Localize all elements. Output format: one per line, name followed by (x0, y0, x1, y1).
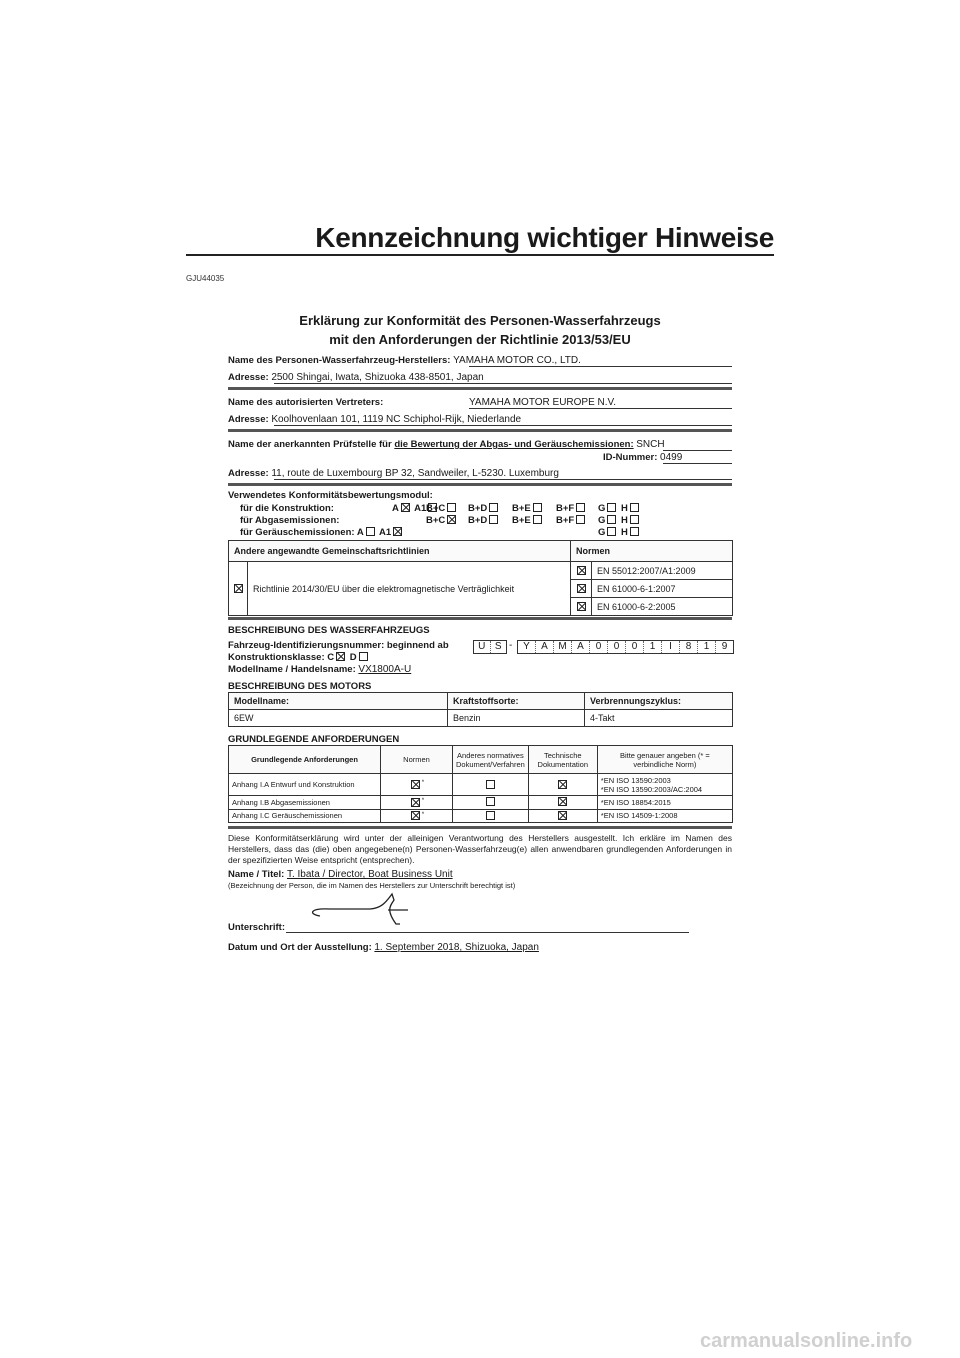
directives-table (228, 540, 733, 616)
norm-item: EN 55012:2007/A1:2009 (592, 562, 733, 580)
hin-char: 1 (697, 641, 715, 653)
module-g: G (598, 515, 606, 526)
module-bd: B+D (468, 503, 488, 514)
id-number-label: ID-Nummer: (603, 452, 658, 463)
checkbox[interactable] (486, 780, 495, 789)
engine-header: Modellname: (229, 693, 448, 710)
checkbox[interactable] (533, 515, 542, 524)
design-category-row (228, 652, 370, 663)
hin-char: S (490, 641, 507, 653)
id-number: 0499 (660, 452, 683, 463)
id-number-row (603, 452, 682, 463)
signatory-note: (Bezeichnung der Person, die im Namen des Herstellers zur Unterschrift berechtigt ist) (228, 881, 516, 890)
engine-model: 6EW (229, 710, 448, 727)
representative-address-row (228, 414, 521, 425)
checkbox-checked[interactable] (558, 797, 567, 806)
engine-table (228, 692, 733, 727)
req-header: Grundlegende Anforderungen (229, 746, 381, 774)
req-header: Normen (381, 746, 453, 774)
req-spec: *EN ISO 18854:2015 (597, 796, 732, 810)
norm-item: EN 61000-6-1:2007 (592, 580, 733, 598)
checkbox-checked[interactable] (447, 515, 456, 524)
checkbox-checked[interactable] (401, 503, 410, 512)
manufacturer-label: Name des Personen-Wasserfahrzeug-Herstellers: (228, 355, 451, 366)
checkbox[interactable] (486, 797, 495, 806)
hin-country-box (473, 640, 507, 654)
module-bf: B+F (556, 515, 575, 526)
module-h: H (621, 503, 628, 514)
signatory-row (228, 869, 453, 880)
manufacturer-address-row (228, 372, 484, 383)
class-label: Konstruktionsklasse: (228, 652, 325, 663)
checkbox[interactable] (607, 515, 616, 524)
exhaust-label: für Abgasemissionen: (240, 515, 340, 526)
engine-header: Kraftstoffsorte: (448, 693, 585, 710)
module-g: G (598, 503, 606, 514)
hin-char: 0 (625, 641, 643, 653)
notified-body-row (228, 439, 665, 450)
module-h: H (621, 515, 628, 526)
date-label: Datum und Ort der Ausstellung: (228, 942, 372, 953)
module-a1: A1 (379, 527, 392, 538)
checkbox[interactable] (366, 527, 375, 536)
module-g: G (598, 527, 606, 538)
notified-body-address-row (228, 468, 559, 479)
hin-char: 1 (643, 641, 661, 653)
issue-date-place: 1. September 2018, Shizuoka, Japan (374, 942, 539, 953)
manufacturer-name: YAMAHA MOTOR CO., LTD. (453, 355, 581, 366)
req-row-name: Anhang I.A Entwurf und Konstruktion (229, 774, 381, 796)
notified-body-name: SNCH (636, 439, 665, 450)
hin-char: A (535, 641, 553, 653)
checkbox[interactable] (630, 515, 639, 524)
checkbox[interactable] (489, 503, 498, 512)
modules-noise-row (240, 527, 640, 538)
title-rule (186, 254, 774, 256)
class-c: C (327, 652, 335, 663)
watermark: carmanualsonline.info (700, 1330, 913, 1352)
mandatory-star: * (421, 779, 425, 787)
representative-row (228, 397, 383, 408)
checkbox[interactable] (630, 503, 639, 512)
checkbox-checked[interactable] (336, 652, 345, 661)
hin-char: 0 (607, 641, 625, 653)
module-bf: B+F (556, 503, 575, 514)
checkbox[interactable] (630, 527, 639, 536)
req-row-name: Anhang I.C Geräuschemissionen (229, 809, 381, 823)
signature-label: Unterschrift: (228, 922, 286, 933)
hin-char: I (661, 641, 679, 653)
hin-char: U (478, 641, 486, 652)
mandatory-star: * (421, 810, 425, 818)
req-spec: *EN ISO 13590:2003 (600, 775, 671, 785)
checkbox-checked[interactable] (393, 527, 402, 536)
address-label: Adresse: (228, 414, 269, 425)
address-label: Adresse: (228, 468, 269, 479)
checkbox-checked[interactable] (577, 602, 586, 611)
module-a1: A1 (414, 503, 427, 514)
req-header: Technische Dokumentation (528, 746, 597, 774)
checkbox-checked[interactable] (411, 780, 420, 789)
hin-char: Y (523, 641, 530, 652)
class-d: D (349, 652, 357, 663)
hin-char: A (571, 641, 589, 653)
req-spec: *EN ISO 14509-1:2008 (597, 809, 732, 823)
checkbox[interactable] (359, 652, 368, 661)
req-spec: *EN ISO 13590:2003/AC:2004 (600, 784, 703, 794)
module-bc: B+C (426, 515, 446, 526)
checkbox[interactable] (447, 503, 456, 512)
hin-dash: - (509, 640, 513, 651)
norms-header: Normen (571, 541, 733, 562)
noise-label: für Geräuschemissionen: (240, 527, 355, 538)
engine-title: BESCHREIBUNG DES MOTORS (228, 681, 372, 692)
model-name: VX1800A-U (358, 664, 412, 675)
manufacturer-address: 2500 Shingai, Iwata, Shizuoka 438-8501, Japan (271, 372, 484, 383)
checkbox[interactable] (607, 503, 616, 512)
modules-exhaust-row (240, 515, 640, 526)
model-label: Modellname / Handelsname: (228, 664, 356, 675)
representative-label: Name des autorisierten Vertreters: (228, 397, 384, 408)
requirements-table (228, 745, 733, 823)
checkbox[interactable] (486, 811, 495, 820)
modules-title: Verwendetes Konformitätsbewertungsmodul: (228, 490, 433, 501)
representative-address: Koolhovenlaan 101, 1119 NC Schiphol-Rijk, Niederlande (271, 414, 522, 425)
checkbox-checked[interactable] (577, 566, 586, 575)
directive-text: Richtlinie 2014/30/EU über die elektromagnetische Verträglichkeit (248, 562, 571, 616)
module-be: B+E (512, 503, 531, 514)
engine-cycle: 4-Takt (585, 710, 733, 727)
checkbox[interactable] (607, 527, 616, 536)
module-a: A (392, 503, 399, 514)
checkbox[interactable] (489, 515, 498, 524)
req-row-name: Anhang I.B Abgasemissionen (229, 796, 381, 810)
hin-char: 8 (679, 641, 697, 653)
engine-header: Verbrennungszyklus: (585, 693, 733, 710)
checkbox[interactable] (576, 515, 585, 524)
module-bc: B+C (426, 503, 446, 514)
module-h: H (621, 527, 628, 538)
checkbox-checked[interactable] (577, 584, 586, 593)
hin-char: 0 (589, 641, 607, 653)
hin-rest-box (517, 640, 734, 654)
norm-item: EN 61000-6-2:2005 (592, 598, 733, 616)
checkbox[interactable] (533, 503, 542, 512)
model-row (228, 664, 411, 675)
checkbox-checked[interactable] (234, 584, 243, 593)
checkbox-checked[interactable] (558, 780, 567, 789)
checkbox-checked[interactable] (411, 798, 420, 807)
conformity-statement: Diese Konformitätserklärung wird unter der alleinigen Verantwortung des Herstellers ausgestellt. Ich erkläre im Namen des Herstellers, dass das (die) oben angegebene(n) Personen-Wasserfahrzeug(e) allen anwendbaren grundlegenden Anforderungen in der spezifizierten Weise entspricht (entsprechen). (228, 833, 732, 865)
checkbox-checked[interactable] (558, 811, 567, 820)
requirements-title: GRUNDLEGENDE ANFORDERUNGEN (228, 734, 400, 745)
craft-title: BESCHREIBUNG DES WASSERFAHRZEUGS (228, 625, 430, 636)
handwritten-signature (300, 890, 420, 932)
manufacturer-row (228, 355, 581, 366)
signatory-label: Name / Titel: (228, 869, 285, 880)
hin-char: M (553, 641, 571, 653)
date-row (228, 942, 539, 953)
module-a: A (356, 527, 364, 538)
checkbox-checked[interactable] (411, 811, 420, 820)
page-title: Kennzeichnung wichtiger Hinweise (315, 222, 774, 253)
mandatory-star: * (421, 797, 425, 804)
hin-label: Fahrzeug-Identifizierungsnummer: beginnend ab (228, 640, 449, 651)
req-header: Bitte genauer angeben (* = verbindliche Norm) (597, 746, 732, 774)
notified-body-address: 11, route de Luxembourg BP 32, Sandweiler, L-5230. Luxemburg (271, 468, 559, 479)
engine-fuel: Benzin (448, 710, 585, 727)
notified-body-scope: die Bewertung der Abgas- und Geräuschemissionen: (394, 439, 634, 450)
declaration-heading-2: mit den Anforderungen der Richtlinie 2013/53/EU (329, 332, 631, 347)
address-label: Adresse: (228, 372, 269, 383)
notified-body-label: Name der anerkannten Prüfstelle für (228, 439, 392, 450)
checkbox[interactable] (576, 503, 585, 512)
module-be: B+E (512, 515, 531, 526)
directives-header: Andere angewandte Gemeinschaftsrichtlinien (229, 541, 571, 562)
construction-label: für die Konstruktion: (240, 503, 334, 514)
modules-construction-row (240, 503, 640, 514)
req-header: Anderes normatives Dokument/Verfahren (453, 746, 529, 774)
doc-code: GJU44035 (186, 274, 225, 283)
signatory-name: T. Ibata / Director, Boat Business Unit (286, 869, 453, 880)
module-bd: B+D (468, 515, 488, 526)
representative-name: YAMAHA MOTOR EUROPE N.V. (469, 397, 617, 408)
hin-char: 9 (715, 641, 733, 653)
declaration-heading-1: Erklärung zur Konformität des Personen-Wasserfahrzeugs (299, 313, 661, 328)
